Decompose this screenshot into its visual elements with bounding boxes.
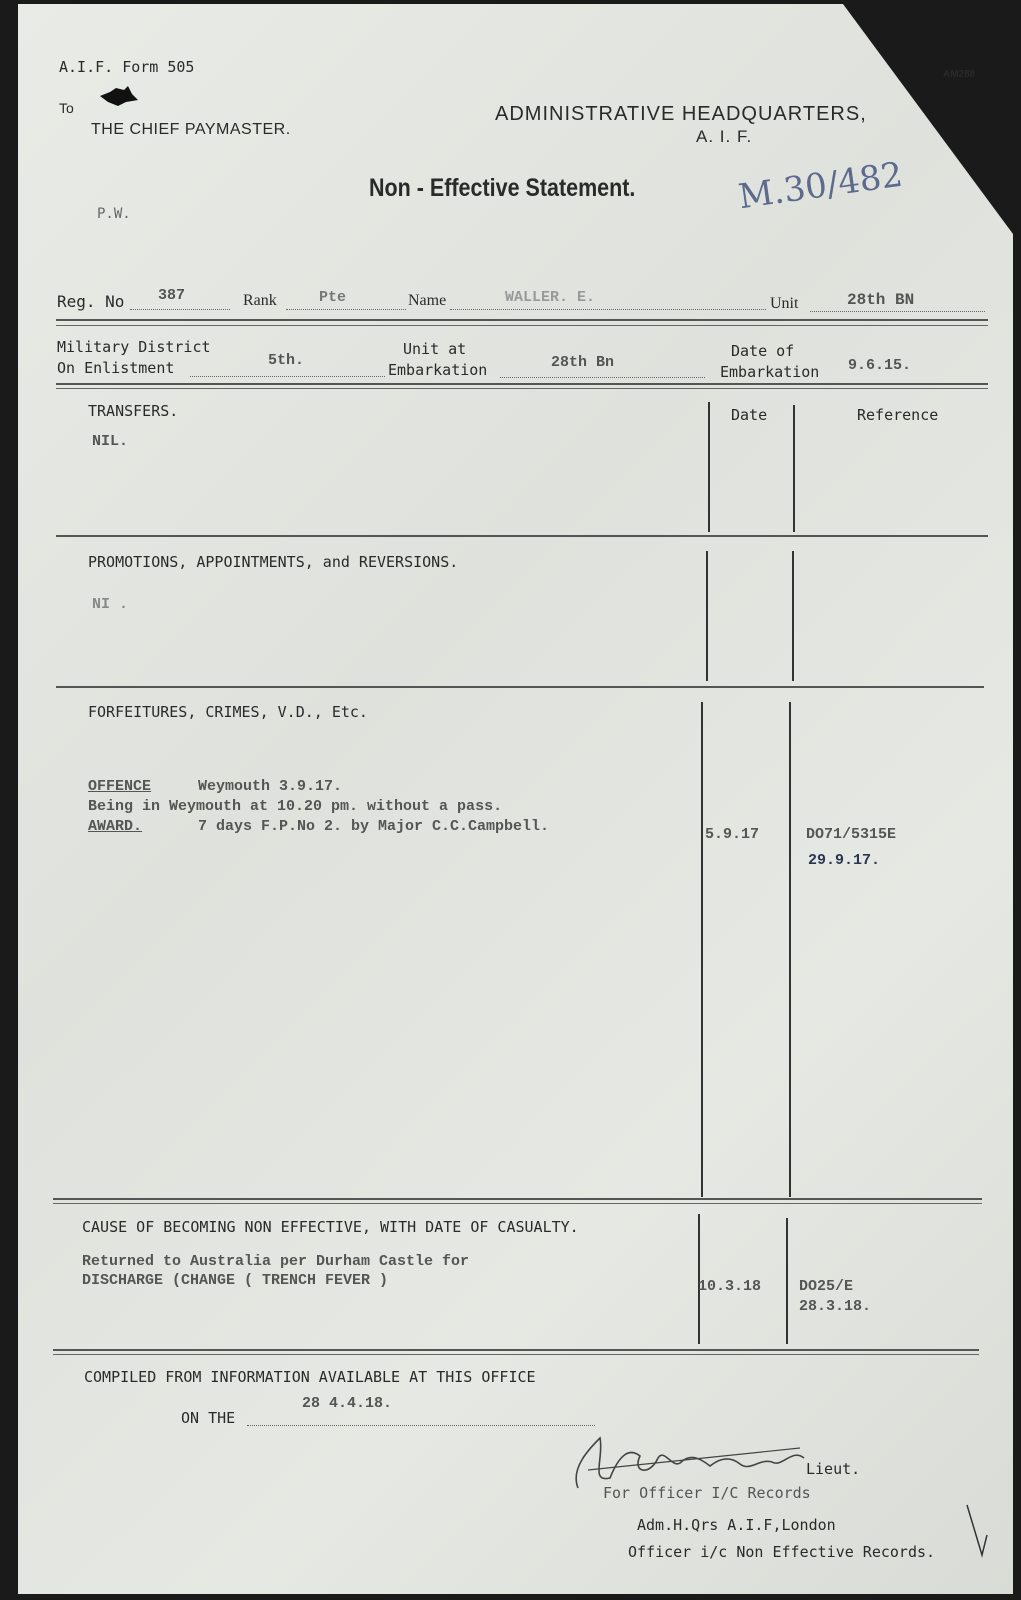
compiled-date: 28 4.4.18. (302, 1395, 393, 1412)
on-the-label: ON THE (181, 1409, 236, 1427)
torn-corner (843, 4, 1013, 234)
md-value: 5th. (268, 352, 305, 369)
name-rule (450, 309, 766, 310)
cause-date: 10.3.18 (698, 1278, 762, 1295)
form-code: AM288 (943, 69, 976, 80)
ref-col-line-3 (789, 702, 791, 1197)
to-label: To (59, 100, 74, 116)
rule-cause-2 (53, 1354, 979, 1355)
ref-col-line-4 (786, 1218, 788, 1344)
ref-col-line-1 (793, 405, 795, 532)
cause-ref-1: DO25/E (799, 1278, 854, 1295)
date-emb-label-2: Embarkation (720, 363, 820, 381)
unit-rule (810, 311, 985, 312)
name-value: WALLER. E. (505, 289, 596, 306)
hq-line-2: A. I. F. (696, 127, 753, 146)
offence-detail: Being in Weymouth at 10.20 pm. without a pass. (88, 798, 503, 815)
rule-transfers (56, 535, 988, 537)
unit-label: Unit (770, 295, 799, 312)
cause-heading: CAUSE OF BECOMING NON EFFECTIVE, WITH DATE OF CASUALTY. (82, 1218, 579, 1236)
reg-no-rule (130, 309, 230, 310)
form-number: A.I.F. Form 505 (59, 58, 195, 76)
rule-forfeitures (53, 1198, 982, 1200)
rule-forfeitures-2 (53, 1203, 982, 1204)
hq-line-1: ADMINISTRATIVE HEADQUARTERS, (495, 103, 867, 125)
unit-emb-value: 28th Bn (551, 354, 615, 371)
date-col-line-1 (708, 402, 710, 532)
pw-mark: P.W. (97, 206, 131, 222)
ref-col-line-2 (792, 551, 794, 681)
rank-label: Rank (243, 292, 277, 309)
date-column-header: Date (731, 406, 768, 424)
unit-value: 28th BN (847, 291, 915, 309)
rule-enlistment (56, 383, 988, 385)
unit-emb-label-1: Unit at (403, 340, 467, 358)
forfeiture-date: 5.9.17 (705, 826, 760, 843)
reg-no-label: Reg. No (57, 292, 125, 311)
forfeiture-ref-2: 29.9.17. (808, 852, 881, 869)
rule-promotions (56, 686, 984, 688)
ink-blot (98, 86, 140, 108)
rule-header-2 (56, 325, 988, 326)
addressee: THE CHIEF PAYMASTER. (91, 121, 291, 138)
date-emb-label-1: Date of (731, 342, 795, 360)
offence-text: Weymouth 3.9.17. (198, 778, 343, 795)
forfeiture-ref-1: DO71/5315E (806, 826, 897, 843)
date-col-line-3 (701, 702, 703, 1197)
compiled-line: COMPILED FROM INFORMATION AVAILABLE AT THIS OFFICE (84, 1368, 536, 1386)
date-emb-value: 9.6.15. (848, 357, 912, 374)
rank-value: Pte (319, 289, 347, 306)
cause-ref-2: 28.3.18. (799, 1298, 872, 1315)
date-col-line-2 (706, 551, 708, 681)
md-rule (190, 376, 385, 377)
cause-line-2: DISCHARGE (CHANGE ( TRENCH FEVER ) (82, 1272, 389, 1289)
cause-line-1: Returned to Australia per Durham Castle for (82, 1253, 470, 1270)
rule-enlistment-2 (56, 388, 988, 389)
rule-header (56, 319, 988, 321)
md-label-1: Military District (57, 338, 211, 356)
forfeitures-heading: FORFEITURES, CRIMES, V.D., Etc. (88, 703, 368, 721)
document-title: Non - Effective Statement. (369, 174, 636, 202)
promotions-value: NI . (92, 596, 129, 613)
for-officer-line: For Officer I/C Records (603, 1484, 811, 1502)
signatory-rank: Lieut. (806, 1460, 861, 1478)
award-text: 7 days F.P.No 2. by Major C.C.Campbell. (198, 818, 550, 835)
office-line: Adm.H.Qrs A.I.F,London (637, 1516, 836, 1534)
md-label-2: On Enlistment (57, 359, 175, 377)
reg-no-value: 387 (158, 287, 186, 304)
name-label: Name (408, 292, 447, 309)
reference-stamp: M.30/482 (736, 154, 906, 218)
transfers-value: NIL. (92, 433, 129, 450)
promotions-heading: PROMOTIONS, APPOINTMENTS, and REVERSIONS. (88, 553, 459, 571)
transfers-heading: TRANSFERS. (88, 402, 179, 420)
compiled-date-rule (247, 1425, 595, 1426)
unit-emb-label-2: Embarkation (388, 361, 488, 379)
reference-column-header: Reference (857, 406, 939, 424)
officer-title: Officer i/c Non Effective Records. (628, 1543, 936, 1561)
rule-cause (53, 1349, 979, 1351)
tick-mark (962, 1500, 992, 1565)
unit-emb-rule (500, 377, 705, 378)
award-label: AWARD. (88, 818, 143, 835)
offence-label: OFFENCE (88, 778, 152, 795)
rank-rule (286, 309, 406, 310)
